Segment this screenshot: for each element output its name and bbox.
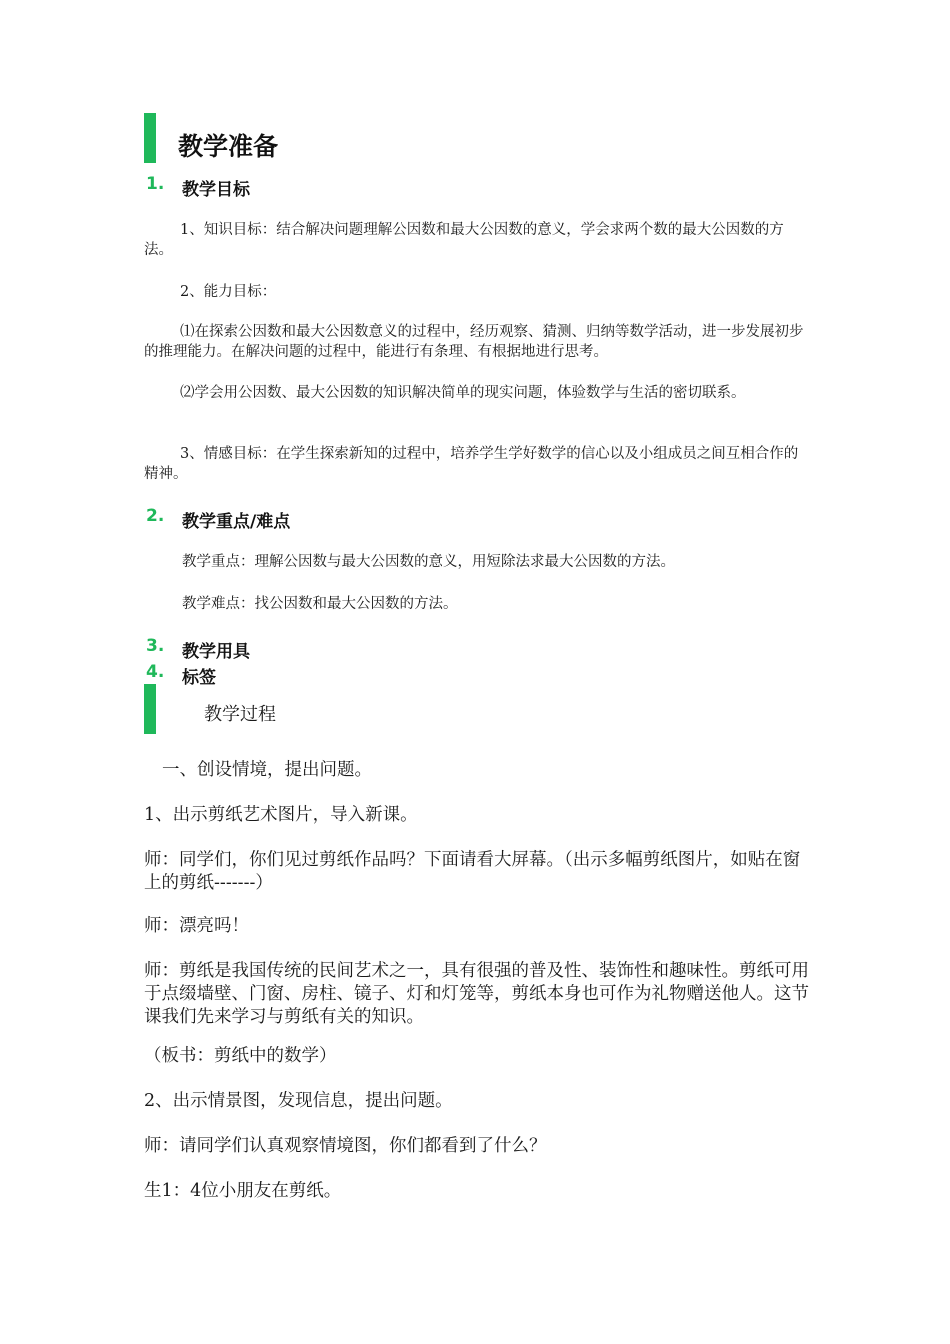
difficult-point: 教学难点：找公因数和最大公因数的方法。	[182, 596, 458, 612]
process-paragraph: （板书：剪纸中的数学）	[144, 1046, 337, 1066]
process-paragraph: 师：同学们，你们见过剪纸作品吗？下面请看大屏幕。（出示多幅剪纸图片，如贴在窗上的剪纸-------）	[144, 850, 801, 893]
goal-emotion: 3、情感目标：在学生探索新知的过程中，培养学生学好数学的信心以及小组成员之间互相合作的精神。	[144, 446, 799, 482]
goal-knowledge: 1、知识目标：结合解决问题理解公因数和最大公因数的意义，学会求两个数的最大公因数的方法。	[144, 222, 784, 258]
section-marker-bar	[144, 113, 156, 163]
goal-ability-item-1: ⑴在探索公因数和最大公因数意义的过程中，经历观察、猜测、归纳等数学活动，进一步发展初步的推理能力。在解决问题的过程中，能进行有条理、有根据地进行思考。	[144, 324, 804, 360]
section-title-process: 教学过程	[204, 704, 276, 725]
process-paragraph: 生1：4位小朋友在剪纸。	[144, 1181, 342, 1201]
heading-key-points: 教学重点/难点	[182, 512, 291, 532]
heading-tags: 标签	[182, 668, 216, 688]
goal-ability: 2、能力目标：	[180, 284, 277, 300]
heading-number-1: 1.	[146, 174, 165, 194]
process-paragraph: 一、创设情境，提出问题。	[162, 760, 372, 780]
process-paragraph: 师：剪纸是我国传统的民间艺术之一，具有很强的普及性、装饰性和趣味性。剪纸可用于点缀墙壁、门窗、房柱、镜子、灯和灯笼等，剪纸本身也可作为礼物赠送他人。这节课我们先来学习与剪纸有关的知识。	[144, 961, 809, 1027]
process-paragraph: 师：漂亮吗！	[144, 916, 249, 936]
key-point: 教学重点：理解公因数与最大公因数的意义，用短除法求最大公因数的方法。	[182, 554, 675, 570]
heading-number-4: 4.	[146, 662, 165, 682]
process-paragraph: 1、出示剪纸艺术图片，导入新课。	[144, 805, 418, 825]
section-marker-bar	[144, 684, 156, 734]
heading-teaching-goals: 教学目标	[182, 180, 250, 200]
heading-number-3: 3.	[146, 636, 165, 656]
heading-teaching-tools: 教学用具	[182, 642, 250, 662]
section-title-preparation: 教学准备	[178, 132, 279, 161]
goal-ability-item-2: ⑵学会用公因数、最大公因数的知识解决简单的现实问题，体验数学与生活的密切联系。	[180, 385, 746, 401]
process-paragraph: 师：请同学们认真观察情境图，你们都看到了什么？	[144, 1136, 547, 1156]
heading-number-2: 2.	[146, 506, 165, 526]
process-paragraph: 2、出示情景图，发现信息，提出问题。	[144, 1091, 453, 1111]
